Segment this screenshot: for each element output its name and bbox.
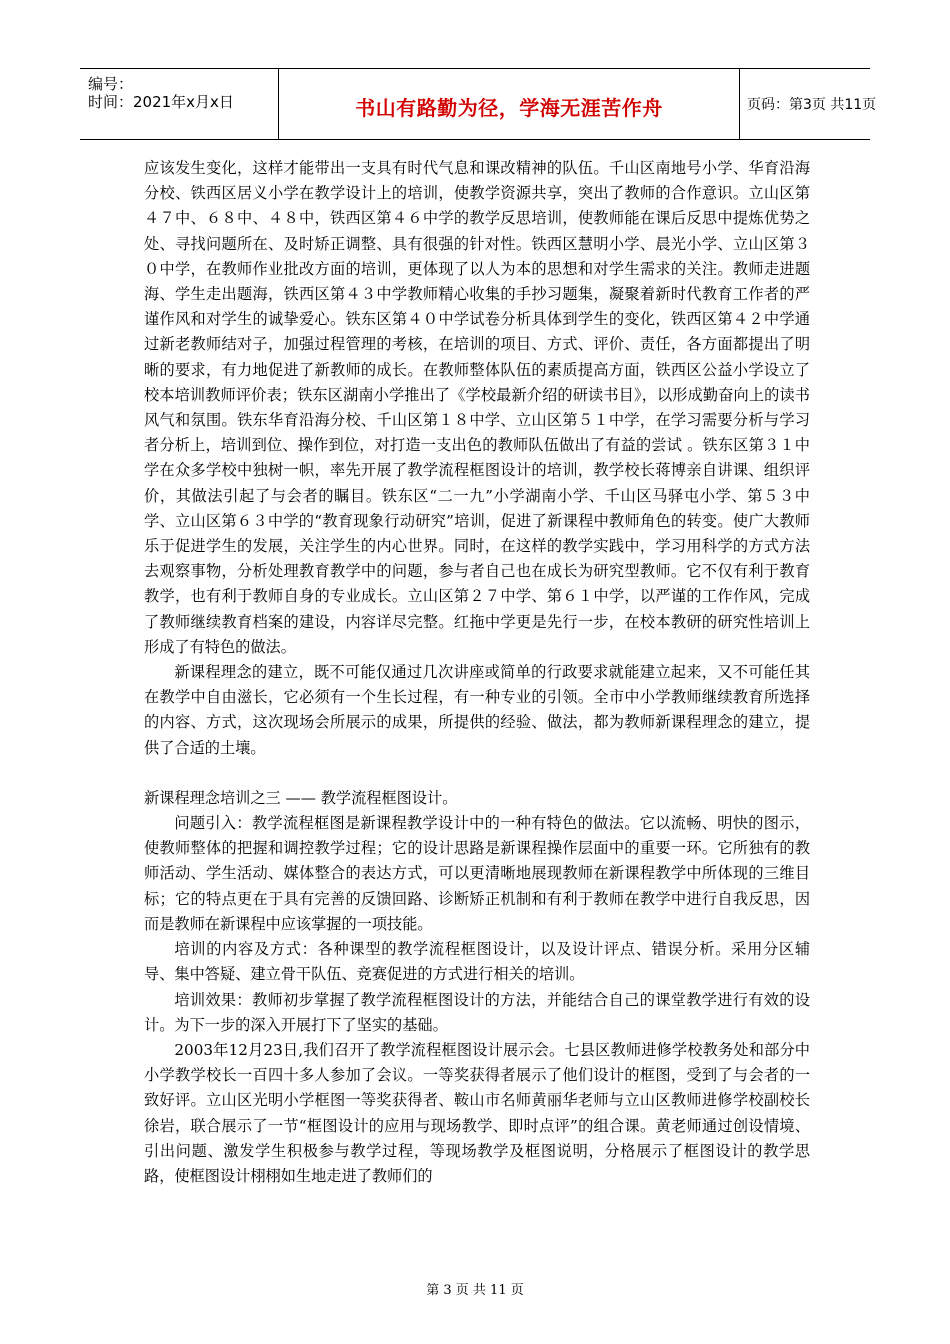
page-header [80,68,877,140]
body-paragraph: 新课程理念的建立，既不可能仅通过几次讲座或简单的行政要求就能建立起来，又不可能任其在教学中自由滋长，它必须有一个生长过程，有一种专业的引领。全市中小学教师继续教育所选择的内容、方式，这次现场会所展示的成果，所提供的经验、做法，都为教师新课程理念的建立，提供了合适的土壤。 [144,663,810,757]
header-left-cell [80,69,278,139]
page-footer [0,1279,950,1298]
document-number-label: 编号： [88,75,134,93]
header-page-cell [739,69,877,139]
paragraph-spacer [144,761,810,786]
body-paragraph: 问题引入：教学流程框图是新课程教学设计中的一种有特色的做法。它以流畅、明快的图示，使教师整体的把握和调控教学过程；它的设计思路是新课程操作层面中的重要一环。它所独有的教师活动、学生活动、媒体整合的表达方式，可以更清晰地展现教师在新课程教学中所体现的三维目标；它的特点更在于具有完善的反馈回路、诊断矫正机制和有利于教师在教学中进行自我反思，因而是教师在新课程中应该掌握的一项技能。 [144,814,810,933]
document-time-label: 时间：2021年x月x日 [88,93,234,111]
body-paragraph: 培训效果：教师初步掌握了教学流程框图设计的方法，并能结合自己的课堂教学进行有效的设计。为下一步的深入开展打下了坚实的基础。 [144,990,810,1034]
body-paragraph: 应该发生变化，这样才能带出一支具有时代气息和课改精神的队伍。千山区南地号小学、华育沿海分校、铁西区居义小学在教学设计上的培训，使教学资源共享，突出了教师的合作意识。立山区第４７中、６８中、４８中，铁西区第４６中学的教学反思培训，使教师能在课后反思中提炼优势之处、寻找问题所在、及时矫正调整、具有很强的针对性。铁西区慧明小学、晨光小学、立山区第３０中学，在教师作业批改方面的培训，更体现了以人为本的思想和对学生需求的关注。教师走进题海、学生走出题海，铁西区第４３中学教师精心收集的手抄习题集，凝聚着新时代教育工作者的严谨作风和对学生的诚挚爱心。铁东区第４０中学试卷分析具体到学生的变化，铁西区第４２中学通过新老教师结对子，加强过程管理的考核，在培训的项目、方式、评价、责任，各方面都提出了明晰的要求，有力地促进了新教师的成长。在教师整体队伍的素质提高方面，铁西区公益小学设立了校本培训教师评价表；铁东区湖南小学推出了《学校最新介绍的研读书目》，以形成勤奋向上的读书风气和氛围。铁东华育沿海分校、千山区第１８中学、立山区第５１中学，在学习需要分析与学习者分析上，培训到位、操作到位，对打造一支出色的教师队伍做出了有益的尝试 。铁东区第３１中学在众多学校中独树一帜，率先开展了教学流程框图设计的培训，教学校长蒋博亲自讲课、组织评价，其做法引起了与会者的瞩目。铁东区“二一九”小学湖南小学、千山区马驿屯小学、第５３中学、立山区第６３中学的“教育现象行动研究”培训，促进了新课程中教师角色的转变。使广大教师乐于促进学生的发展，关注学生的内心世界。同时，在这样的教学实践中，学习用科学的方式方法去观察事物，分析处理教育教学中的问题，参与者自己也在成长为研究型教师。它不仅有利于教育教学，也有利于教师自身的专业成长。立山区第２７中学、第６１中学，以严谨的工作作风，完成了教师继续教育档案的建设，内容详尽完整。红拖中学更是先行一步，在校本教研的研究性培训上形成了有特色的做法。 [144,159,810,656]
header-page-number: 页码：第3页 共11页 [747,97,877,113]
document-body [144,156,810,1189]
body-paragraph: 培训的内容及方式：各种课型的教学流程框图设计，以及设计评点、错误分析。采用分区辅导、集中答疑、建立骨干队伍、竞赛促进的方式进行相关的培训。 [144,940,810,984]
section-heading: 新课程理念培训之三 —— 教学流程框图设计。 [144,788,458,807]
body-paragraph: 2003年12月23日,我们召开了教学流程框图设计展示会。七县区教师进修学校教务处和部分中小学教学校长一百四十多人参加了会议。一等奖获得者展示了他们设计的框图，受到了与会者的一致好评。立山区光明小学框图一等奖获得者、鞍山市名师黄丽华老师与立山区教师进修学校副校长徐岩，联合展示了一节“框图设计的应用与现场教学、即时点评”的组合课。黄老师通过创设情境、引出问题、激发学生积极参与教学过程，等现场教学及框图说明，分格展示了框图设计的教学思路，使框图设计栩栩如生地走进了教师们的 [144,1040,810,1185]
header-motto-cell [278,69,740,139]
footer-page-number: 第 3 页 共 11 页 [426,1283,524,1298]
header-motto: 书山有路勤为径，学海无涯苦作舟 [355,96,663,120]
